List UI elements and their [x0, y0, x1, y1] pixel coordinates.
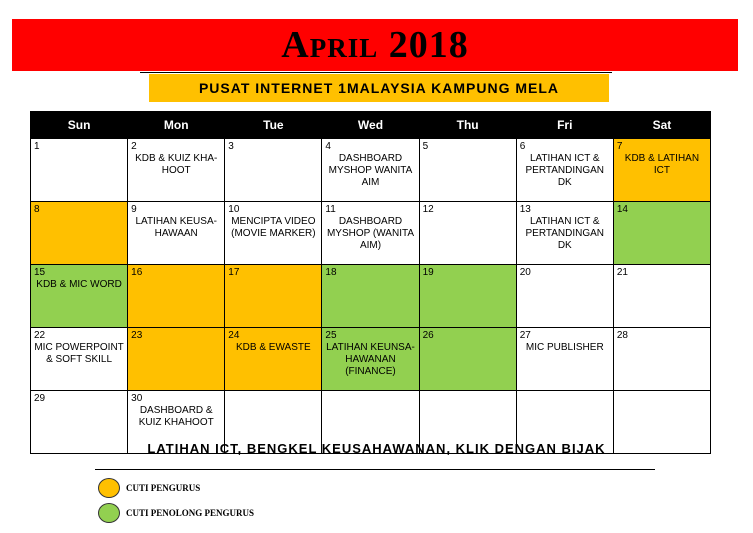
day-cell [613, 265, 710, 328]
page-title: April 2018 [281, 24, 469, 66]
day-number: 27 [519, 330, 531, 341]
day-event: LATIHAN ICT & PERTANDINGAN DK [525, 153, 605, 188]
day-number: 16 [131, 267, 143, 278]
day-number: 5 [422, 141, 429, 152]
weekday-mon: Mon [128, 112, 225, 139]
day-number: 22 [34, 330, 46, 341]
day-event: DASHBOARD & KUIZ KHAHOOT [138, 405, 214, 428]
legend-item-manager-leave [98, 478, 200, 498]
day-number: 10 [228, 204, 240, 215]
day-cell [613, 328, 710, 391]
day-cell [128, 202, 225, 265]
day-event: KDB & KUIZ KHA-HOOT [135, 153, 218, 176]
day-number: 12 [422, 204, 434, 215]
subtitle: PUSAT INTERNET 1MALAYSIA KAMPUNG MELA [198, 80, 560, 96]
calendar-grid [30, 111, 711, 454]
day-event: LATIHAN KEUNSA-HAWANAN (FINANCE) [326, 342, 415, 377]
day-number: 29 [34, 393, 46, 404]
legend-item-assistant-leave [98, 503, 254, 523]
day-cell [128, 265, 225, 328]
day-cell [419, 328, 516, 391]
day-event: DASHBOARD MYSHOP (WANITA AIM) [326, 216, 415, 251]
day-number: 26 [422, 330, 434, 341]
week-row [31, 202, 711, 265]
day-event: LATIHAN ICT & PERTANDINGAN DK [525, 216, 605, 251]
day-cell [128, 139, 225, 202]
weekday-header-row [31, 112, 711, 139]
divider-bottom [95, 469, 655, 470]
day-number: 17 [228, 267, 240, 278]
day-cell [225, 202, 322, 265]
day-number: 30 [131, 393, 143, 404]
day-cell [419, 202, 516, 265]
orange-swatch-icon [98, 478, 120, 498]
day-cell [31, 328, 128, 391]
day-number: 3 [228, 141, 234, 152]
day-cell [128, 328, 225, 391]
day-number: 11 [325, 204, 336, 215]
day-cell [322, 265, 419, 328]
day-cell [613, 202, 710, 265]
day-number: 23 [131, 330, 143, 341]
day-event: KDB & MIC WORD [36, 279, 122, 290]
day-number: 18 [325, 267, 337, 278]
day-cell [516, 328, 613, 391]
subtitle-bar [149, 74, 609, 102]
day-cell [516, 202, 613, 265]
day-event: LATIHAN KEUSA-HAWAAN [135, 216, 217, 239]
week-row [31, 265, 711, 328]
day-number: 14 [616, 204, 628, 215]
day-cell [613, 139, 710, 202]
day-number: 13 [519, 204, 531, 215]
day-number: 8 [34, 204, 40, 215]
week-row [31, 139, 711, 202]
day-number: 7 [616, 141, 623, 152]
legend-label: CUTI PENGURUS [126, 483, 201, 493]
day-number: 20 [519, 267, 531, 278]
weekday-wed: Wed [322, 112, 419, 139]
divider-top [140, 72, 612, 73]
day-cell [31, 202, 128, 265]
day-number: 24 [228, 330, 240, 341]
day-number: 6 [519, 141, 526, 152]
day-cell [225, 265, 322, 328]
day-number: 2 [131, 141, 137, 152]
day-number: 19 [422, 267, 434, 278]
weekday-sat: Sat [613, 112, 710, 139]
day-cell [516, 139, 613, 202]
footer-slogan: LATIHAN ICT, BENGKEL KEUSAHAWANAN, KLIK DENGAN BIJAK [147, 441, 606, 456]
day-event: DASHBOARD MYSHOP WANITA AIM [328, 153, 413, 188]
weekday-tue: Tue [225, 112, 322, 139]
day-cell [516, 265, 613, 328]
day-cell [31, 139, 128, 202]
title-banner [12, 19, 738, 71]
day-cell [31, 265, 128, 328]
day-event: KDB & LATIHAN ICT [624, 153, 700, 176]
weekday-sun: Sun [31, 112, 128, 139]
day-cell [322, 139, 419, 202]
day-number: 4 [325, 141, 331, 152]
weekday-fri: Fri [516, 112, 613, 139]
day-number: 25 [325, 330, 337, 341]
day-number: 9 [131, 204, 137, 215]
day-event: MIC POWERPOINT & SOFT SKILL [34, 342, 124, 365]
green-swatch-icon [98, 503, 120, 523]
day-cell [419, 139, 516, 202]
day-cell [419, 265, 516, 328]
day-cell [322, 328, 419, 391]
weekday-thu: Thu [419, 112, 516, 139]
legend-label: CUTI PENOLONG PENGURUS [126, 508, 255, 518]
day-cell [225, 139, 322, 202]
day-event: MIC PUBLISHER [525, 342, 604, 353]
day-number: 21 [616, 267, 628, 278]
day-number: 1 [34, 141, 40, 152]
day-cell [322, 202, 419, 265]
day-number: 28 [616, 330, 628, 341]
day-event: MENCIPTA VIDEO (MOVIE MARKER) [231, 216, 316, 239]
day-number: 15 [34, 267, 46, 278]
day-event: KDB & EWASTE [236, 342, 311, 353]
day-cell [225, 328, 322, 391]
week-row [31, 328, 711, 391]
